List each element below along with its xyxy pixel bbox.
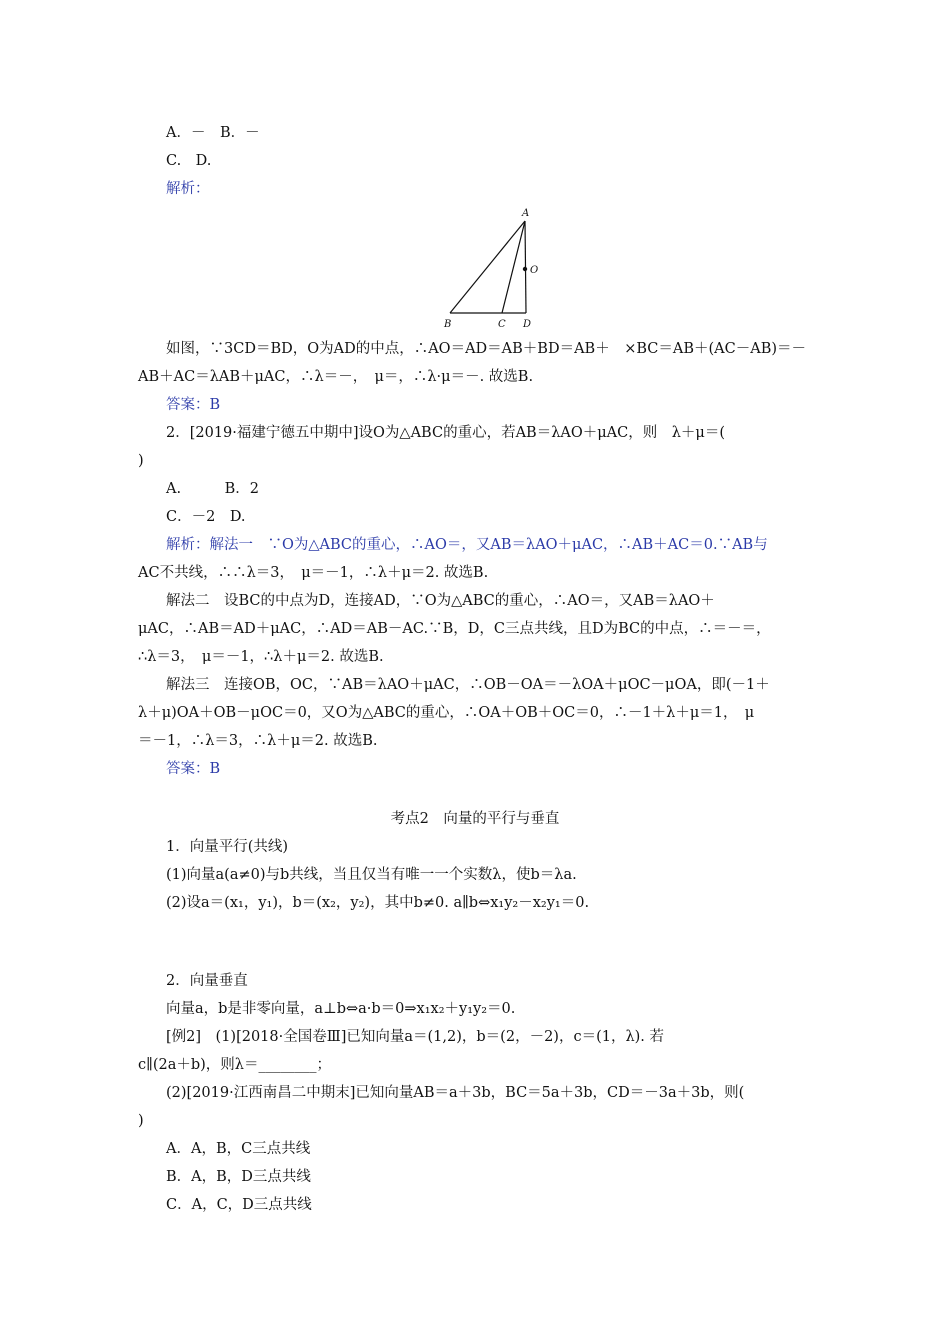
parallel-point2: (2)设a＝(x₁，y₁)，b＝(x₂，y₂)，其中b≠0. a∥b⇔x₁y₂－x₂y₁＝0.	[166, 895, 590, 911]
q2-method3-line2: λ＋μ)OA＋OB－μOC＝0，又O为△ABC的重心，∴OA＋OB＋OC＝0，∴－1＋λ＋μ＝1， μ	[138, 705, 755, 721]
example2-option-b: B．A，B，D三点共线	[166, 1169, 311, 1185]
parallel-heading: 1．向量平行(共线)	[166, 839, 289, 855]
q2-method3-line1: 解法三 连接OB，OC，∵AB＝λAO＋μAC，∴OB－OA＝－λOA＋μOC－μOA，即(－1＋	[166, 677, 770, 693]
example2-line1: [例2] (1)[2018·全国卷Ⅲ]已知向量a＝(1,2)，b＝(2，－2)，c＝(1，λ). 若	[166, 1029, 665, 1045]
point-o	[523, 267, 527, 271]
perpendicular-heading: 2．向量垂直	[166, 973, 248, 989]
q2-method3-line3: ＝－1，∴λ＝3，∴λ＋μ＝2. 故选B.	[138, 733, 378, 749]
example2-line4: )	[138, 1113, 144, 1129]
q2-method2-line2: μAC，∴AB＝AD＋μAC，∴AD＝AB－AC.∵B，D，C三点共线，且D为BC的中点，∴＝－＝，	[138, 621, 771, 637]
q2-stem-line2: )	[138, 453, 144, 469]
example2-line3: (2)[2019·江西南昌二中期末]已知向量AB＝a＋3b，BC＝5a＋3b，CD＝－3a＋3b，则(	[166, 1085, 745, 1101]
q2-options-ab: A. B．2	[166, 481, 259, 497]
q2-options-cd: C．－2 D.	[166, 509, 246, 525]
parallel-point1: (1)向量a(a≠0)与b共线，当且仅当有唯一一个实数λ，使b＝λa.	[166, 867, 577, 883]
example2-line2: c∥(2a＋b)，则λ＝________；	[138, 1057, 331, 1073]
q2-method1-line1	[166, 536, 846, 554]
q1-solution-line2: AB＋AC＝λAB＋μAC，∴λ＝－， μ＝，∴λ·μ＝－. 故选B.	[138, 369, 534, 385]
example2-option-a: A．A，B，C三点共线	[166, 1141, 311, 1157]
triangle-figure	[436, 203, 546, 335]
q2-analysis-text: 解析：解法一 ∵O为△ABC的重心，∴AO＝，又AB＝λAO＋μAC，∴AB＋AC＝0.∵AB与	[166, 537, 768, 553]
q2-method2-line1: 解法二 设BC的中点为D，连接AD，∵O为△ABC的重心，∴AO＝，又AB＝λAO＋	[166, 593, 715, 609]
q2-method1-line2: AC不共线，∴∴λ＝3， μ＝－1，∴λ＋μ＝2. 故选B.	[138, 565, 489, 581]
perpendicular-point: 向量a，b是非零向量，a⊥b⇔a·b＝0⇒x₁x₂＋y₁y₂＝0.	[166, 1001, 516, 1017]
q2-answer: 答案：B	[166, 761, 221, 777]
q1-solution-line1: 如图，∵3CD＝BD，O为AD的中点，∴AO＝AD＝AB＋BD＝AB＋ ×BC＝AB＋(AC－AB)＝－	[166, 341, 807, 357]
label-o: O	[530, 265, 539, 276]
q1-options-cd: C. D.	[166, 153, 212, 169]
label-d: D	[523, 319, 532, 330]
example2-option-c: C．A，C，D三点共线	[166, 1197, 312, 1213]
label-b: B	[444, 319, 452, 330]
q1-analysis-label: 解析：	[166, 181, 210, 197]
section-title: 考点2 向量的平行与垂直	[390, 811, 560, 827]
label-c: C	[498, 319, 506, 330]
q2-method2-line3: ∴λ＝3， μ＝－1，∴λ＋μ＝2. 故选B.	[138, 649, 384, 665]
q1-answer: 答案：B	[166, 397, 221, 413]
q1-options-ab: A．－ B．－	[166, 125, 260, 141]
q2-stem-line1: 2．[2019·福建宁德五中期中]设O为△ABC的重心，若AB＝λAO＋μAC，则 λ＋μ＝(	[166, 425, 726, 441]
label-a: A	[522, 208, 530, 219]
